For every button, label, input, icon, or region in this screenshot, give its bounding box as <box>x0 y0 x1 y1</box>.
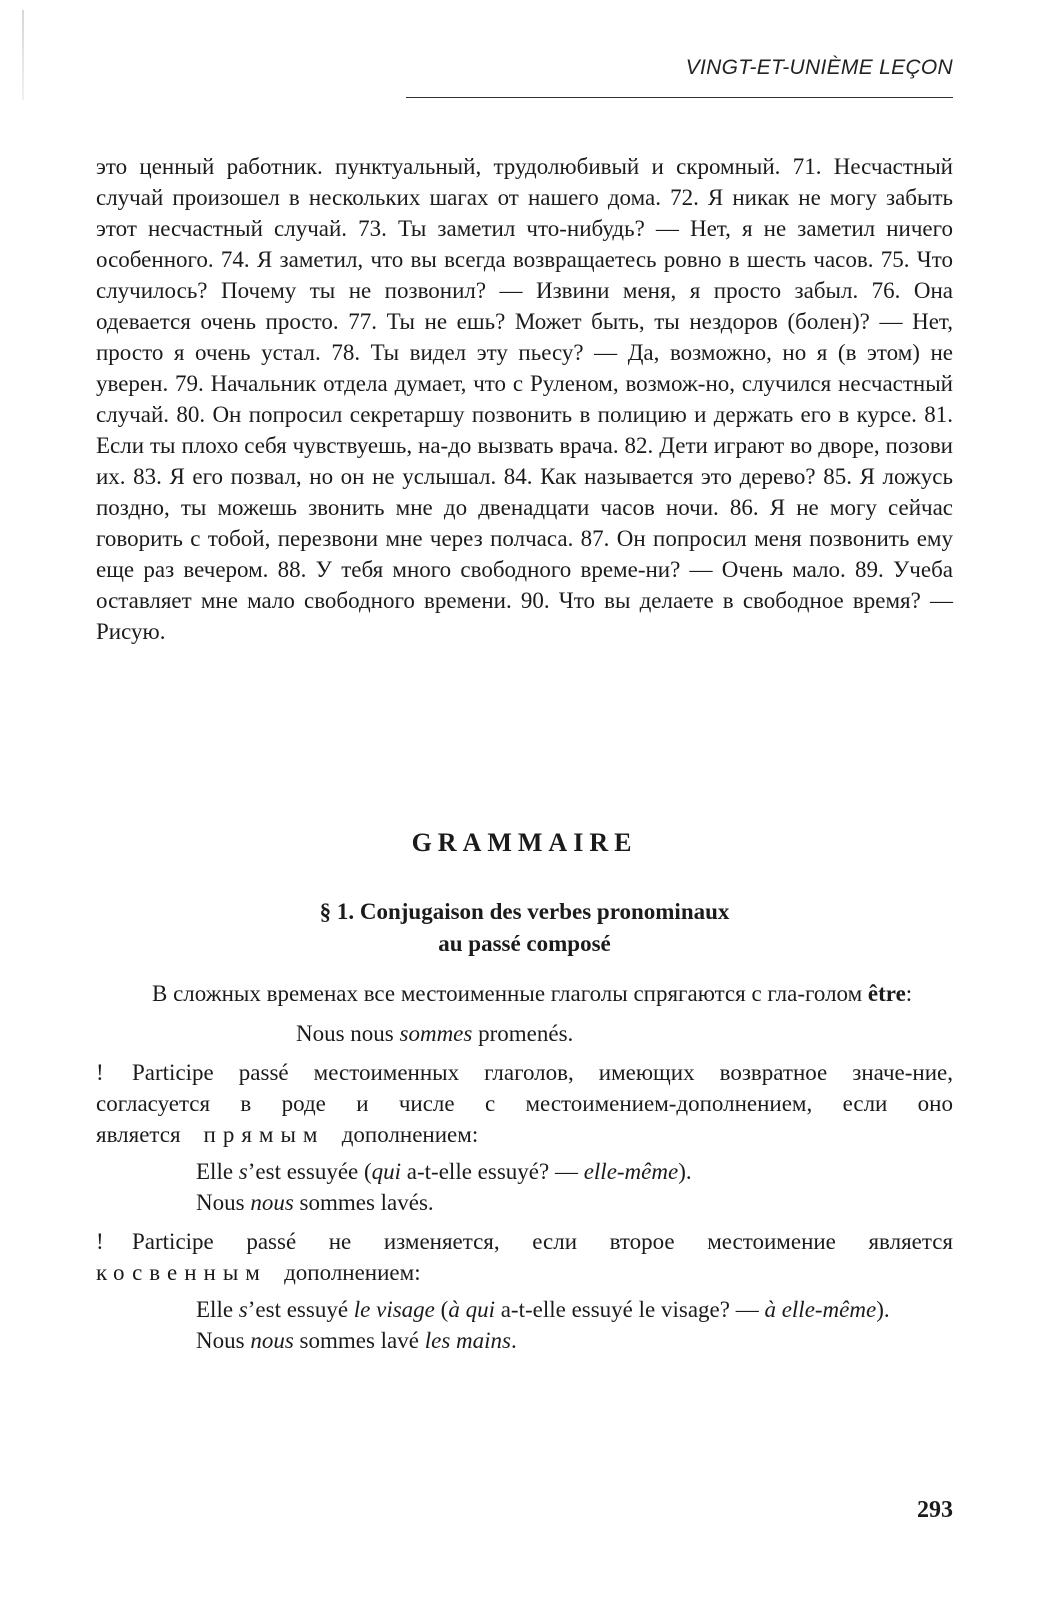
grammar-body <box>96 978 953 1362</box>
example-2-part-c: ’est essuyée ( <box>247 1159 372 1184</box>
example-2 <box>96 1156 953 1187</box>
intro-text: В сложных временах все местоименные глаголы спрягаются с гла-голом <box>152 981 863 1006</box>
note-1-exclamation: ! <box>96 1060 104 1085</box>
note-2-spaced-word: косвенным <box>96 1260 267 1285</box>
section-heading-line-2: au passé composé <box>438 931 611 956</box>
example-1-part-a: Nous nous <box>296 1021 394 1046</box>
example-3-part-a: Nous <box>196 1190 245 1215</box>
note-1-spaced-word: прямым <box>203 1122 325 1147</box>
note-2 <box>96 1226 953 1288</box>
example-4-part-a: Elle <box>196 1297 234 1322</box>
example-5-italic-nous: nous <box>250 1328 294 1353</box>
example-4-italic-a-elle-meme: à elle-même <box>764 1297 877 1322</box>
example-4-italic-s: s <box>238 1297 248 1322</box>
example-4 <box>96 1294 953 1325</box>
grammar-title: GRAMMAIRE <box>411 828 638 857</box>
running-header: VINGT-ET-UNIÈME LEÇON <box>685 56 953 79</box>
page-number: 293 <box>917 1497 953 1523</box>
header-rule <box>406 97 953 98</box>
example-3-part-c: sommes lavés. <box>299 1190 434 1215</box>
example-2-part-g: ). <box>678 1159 692 1184</box>
example-4-part-g: a-t-elle essuyé le visage? — <box>500 1297 759 1322</box>
example-5-part-c: sommes lavé <box>299 1328 419 1353</box>
example-5 <box>96 1325 953 1356</box>
example-4-italic-le-visage: le visage <box>353 1297 435 1322</box>
example-5-part-a: Nous <box>196 1328 245 1353</box>
note-2-text: Participe passé не изменяется, если второе местоимение является <box>132 1229 953 1254</box>
note-2-end: дополнением: <box>284 1260 421 1285</box>
intro-colon: : <box>905 981 913 1006</box>
example-1-italic: sommes <box>399 1021 473 1046</box>
section-heading-line-1: § 1. Conjugaison des verbes pronominaux <box>319 899 730 924</box>
example-4-italic-a-qui: à qui <box>448 1297 495 1322</box>
example-2-italic-elle-meme: elle-même <box>583 1159 679 1184</box>
example-2-italic-qui: qui <box>371 1159 402 1184</box>
example-4-part-i: ). <box>876 1297 890 1322</box>
note-1-end: дополнением: <box>341 1122 479 1147</box>
intro-paragraph <box>96 978 953 1009</box>
intro-bold-term: être <box>867 981 906 1006</box>
example-1-part-c: promenés. <box>478 1021 574 1046</box>
section-heading <box>96 896 953 960</box>
note-2-exclamation: ! <box>96 1229 104 1254</box>
note-1-text: Participe passé местоименных глаголов, имеющих возвратное значе-ние, согласуется в роде и числе с местоимением-дополнением, если оно является <box>96 1060 953 1147</box>
example-3-italic: nous <box>250 1190 294 1215</box>
example-1 <box>96 1018 953 1049</box>
example-3 <box>96 1187 953 1218</box>
example-2-part-e: a-t-elle essuyé? — <box>406 1159 578 1184</box>
example-5-period: . <box>510 1328 517 1353</box>
example-2-italic-s: s <box>238 1159 248 1184</box>
scan-edge-mark <box>22 10 24 100</box>
example-4-part-c: ’est essuyé <box>247 1297 349 1322</box>
example-4-paren: ( <box>440 1297 449 1322</box>
example-2-part-a: Elle <box>196 1159 234 1184</box>
exercise-text: это ценный работник. пунктуальный, трудолюбивый и скромный. 71. Несчастный случай произошел в нескольких шагах от нашего дома. 72. Я никак не могу забыть этот несчастный случай. 73. Ты заметил что-нибудь? — Нет, я не заметил ничего особенного. 74. Я заметил, что вы всегда возвращаетесь ровно в шесть часов. 75. Что случилось? Почему ты не позвонил? — Извини меня, я просто забыл. 76. Она одевается очень просто. 77. Ты не ешь? Может быть, ты нездоров (болен)? — Нет, просто я очень устал. 78. Ты видел эту пьесу? — Да, возможно, но я (в этом) не уверен. 79. Начальник отдела думает, что с Руленом, возмож-но, случился несчастный случай. 80. Он попросил секретаршу позвонить в полицию и держать его в курсе. 81. Если ты плохо себя чувствуешь, на-до вызвать врача. 82. Дети играют во дворе, позови их. 83. Я его позвал, но он не услышал. 84. Как называется это дерево? 85. Я ложусь поздно, ты можешь звонить мне до двенадцати часов ночи. 86. Я не могу сейчас говорить с тобой, перезвони мне через полчаса. 87. Он попросил меня позвонить ему еще раз вечером. 88. У тебя много свободного време-ни? — Очень мало. 89. Учеба оставляет мне мало свободного времени. 90. Что вы делаете в свободное время? — Рисую. <box>96 154 953 644</box>
example-5-italic-les-mains: les mains <box>424 1328 511 1353</box>
note-1 <box>96 1057 953 1150</box>
